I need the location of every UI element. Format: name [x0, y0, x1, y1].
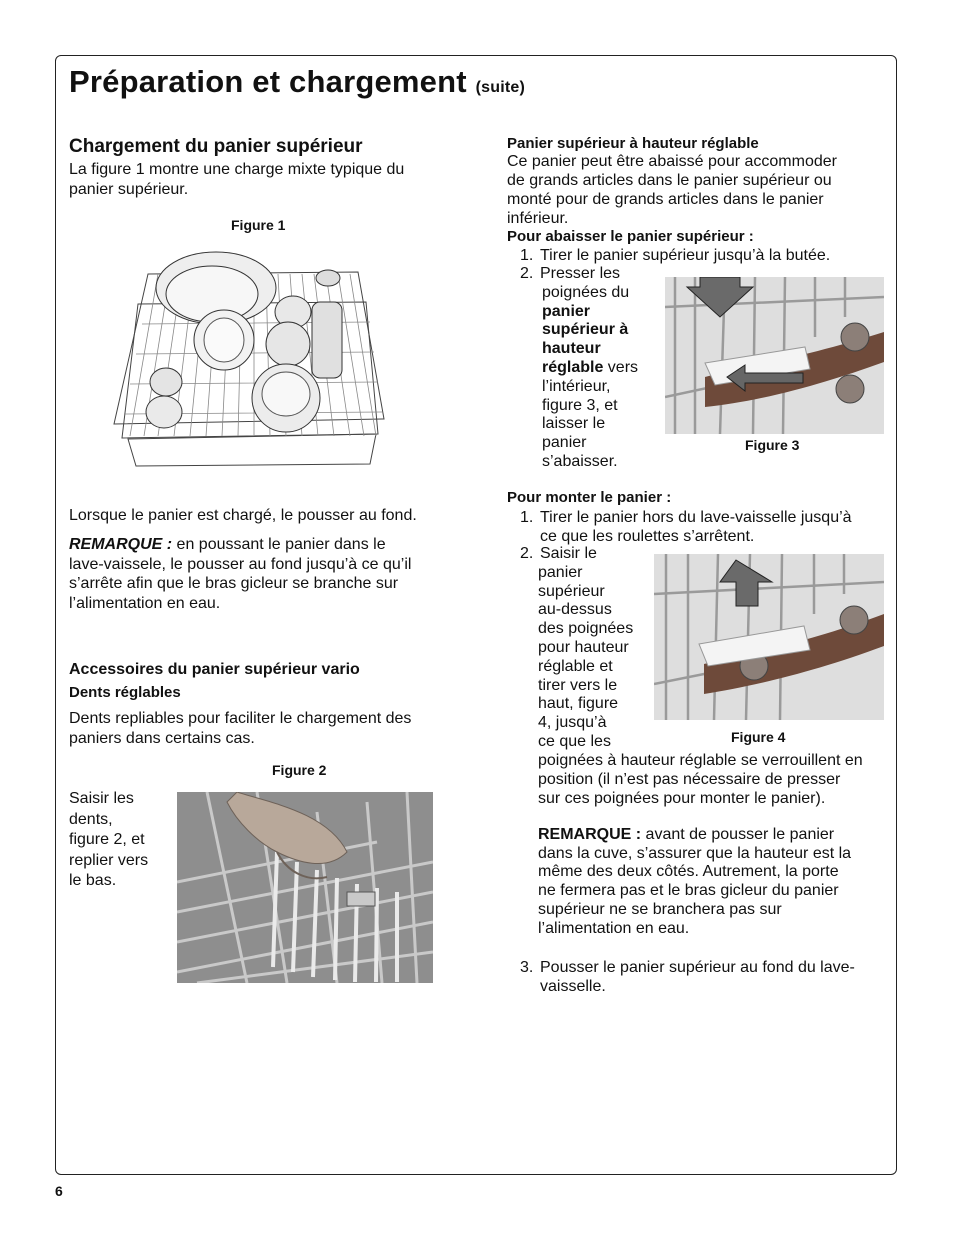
note-label-right: REMARQUE : — [538, 826, 642, 843]
page-number: 6 — [55, 1183, 63, 1199]
section-heading-loading: Chargement du panier supérieur — [69, 136, 363, 157]
lower-step1: 1. Tirer le panier supérieur jusqu’à la butée. — [520, 247, 831, 264]
note-paragraph-left: REMARQUE : en poussant le panier dans le lave-vaissele, le pousser au fond jusqu’à ce qu’il s’arrête afin que le bras gicleur se branche sur l’alimentation en eau. — [69, 536, 412, 612]
section-heading-accessories: Accessoires du panier supérieur vario — [69, 661, 360, 678]
intro-paragraph: La figure 1 montre une charge mixte typique du panier supérieur. — [69, 161, 405, 198]
adjustable-rack-intro: Ce panier peut être abaissé pour accommoder de grands articles dans le panier supérieur ou monté pour de grands articles dans le panier inférieur. — [507, 153, 837, 227]
page-title-suffix: (suite) — [475, 79, 526, 96]
raise-step1: 1. Tirer le panier hors du lave-vaisselle jusqu’à ce que les roulettes s’arrêtent. — [520, 509, 852, 545]
subheading-tines: Dents réglables — [69, 684, 181, 701]
raise-step2: 2. Saisir le panier supérieur au-dessus des poignées pour hauteur réglable et tirer vers le haut, figure 4, jusqu’à ce que les — [520, 545, 634, 750]
figure4-caption: Figure 4 — [731, 729, 786, 745]
figure1-caption: Figure 1 — [231, 217, 286, 233]
note-label-left: REMARQUE : — [69, 536, 173, 553]
raise-rack-heading: Pour monter le panier : — [507, 489, 672, 506]
raise-step3: 3. Pousser le panier supérieur au fond du lave- vaisselle. — [520, 959, 855, 995]
figure3-lower-rack-photo — [665, 277, 884, 434]
page-title: Préparation et chargement (suite) — [69, 64, 526, 99]
tines-instruction: Saisir les dents, figure 2, et replier vers le bas. — [69, 790, 149, 889]
figure1-rack-illustration — [108, 244, 388, 472]
tines-description: Dents repliables pour faciliter le chargement des paniers dans certains cas. — [69, 710, 412, 747]
adjustable-rack-heading: Panier supérieur à hauteur réglable — [507, 135, 759, 152]
raise-step2-continued: poignées à hauteur réglable se verrouillent en position (il n’est pas nécessaire de presser sur ces poignées pour monter le panier). — [538, 752, 863, 807]
lower-step2: 2. Presser les poignées du panier supérieur à hauteur réglable vers l’intérieur, figure 3, et laisser le panier s’abaisser. — [520, 265, 639, 470]
figure2-caption: Figure 2 — [272, 762, 327, 778]
note-paragraph-right: REMARQUE : avant de pousser le panier dans la cuve, s’assurer que la hauteur est la même des deux côtés. Autrement, la porte ne fermera pas et le bras gicleur du panier supérieur ne se branchera pas sur l’alimentation en eau. — [538, 826, 852, 937]
lower-rack-heading: Pour abaisser le panier supérieur : — [507, 228, 754, 245]
figure3-caption: Figure 3 — [745, 437, 800, 453]
push-instruction: Lorsque le panier est chargé, le pousser au fond. — [69, 507, 417, 524]
figure2-tines-photo — [177, 792, 433, 983]
figure4-raise-rack-photo — [654, 554, 884, 720]
